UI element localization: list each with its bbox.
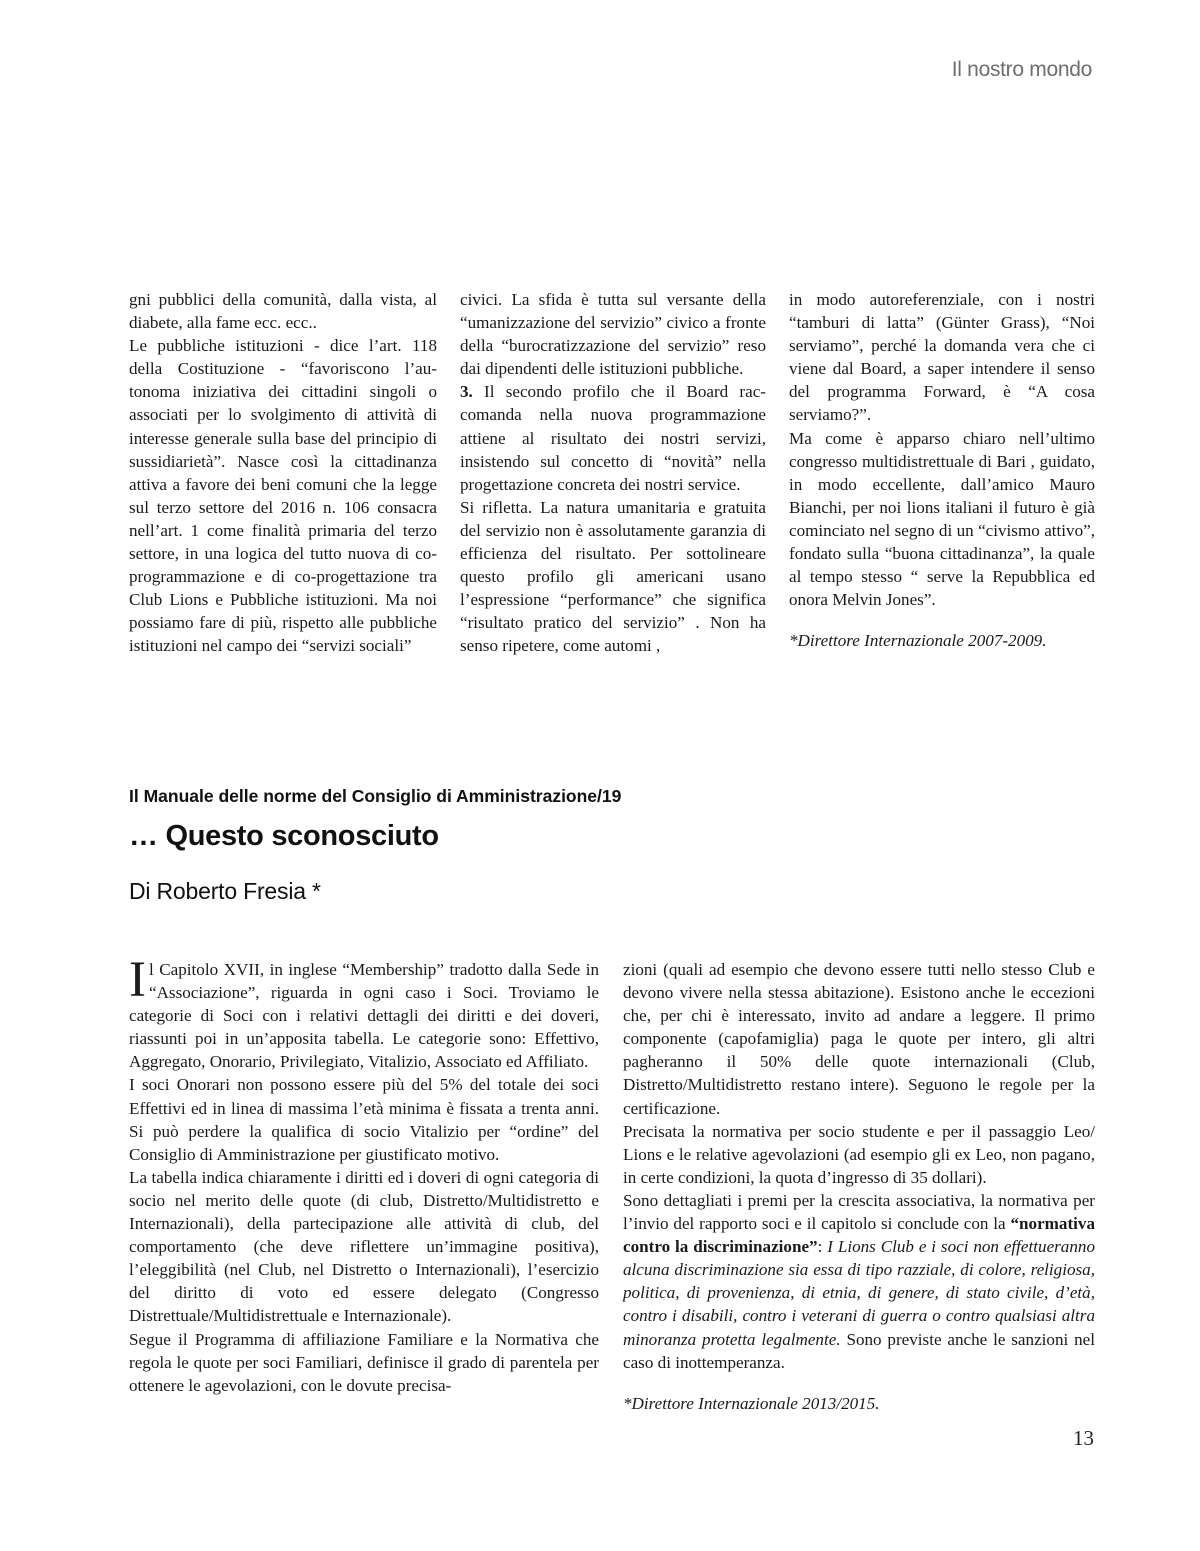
drop-cap: I <box>129 952 146 1008</box>
paragraph-text: Il secondo profilo che il Board raccomanda nella nuova programmazione attiene al risultato dei nostri servizi, insistendo sul concetto di “novità” nella progettazione concreta dei nostri service. <box>460 382 766 494</box>
paragraph-text: Sono previste anche le sanzioni nel caso di inottemperanza. <box>623 1329 1095 1372</box>
paragraph-text: : <box>817 1237 828 1257</box>
top-article-column-1 <box>129 288 437 658</box>
paragraph: La tabella indica chiaramente i diritti ed i doveri di ogni categoria di socio nel merito delle quote (di club, Distretto/Multidistretto e Internazionali), della partecipazione alle attività di club, del comportamento (che deve riflettere un’immagine positiva), l’eleggibilità (nel Club, nel Distretto o Internazionali), l’esercizio del diritto di voto ed essere delegato (Congresso Distrettuale/Multidistrettuale e Internazionale). <box>129 1167 599 1326</box>
paragraph: Si rifletta. La natura umanitaria e gratuita del servizio non è assolutamente garanzia di efficienza del risultato. Per sottolineare questo profilo gli americani usano l’espressione “performance” che significa “risultato pratico del servizio” . Non ha senso ripetere, come automi , <box>460 497 766 656</box>
author-footnote: *Direttore Internazionale 2007-2009. <box>789 631 1047 651</box>
paragraph: civici. La sfida è tutta sul versante della “umanizzazione del servizio” civico a fronte della “burocratizzazione del servizio” reso dai dipendenti delle istituzioni pubbliche. <box>460 290 766 379</box>
paragraph: Segue il Programma di affiliazione Familiare e la Normativa che regola le quote per soci Familiari, definisce il grado di parentela per ottenere le agevolazioni, con le dovute precisa- <box>129 1329 599 1395</box>
italic-quote: I Lions Club e i soci non effettueranno alcuna discriminazione sia essa di tipo razziale, di colore, religiosa, politica, di provenienza, di etnia, di genere, di stato civile, d’età, contro i disabili, contro i veterani di guerra o contro qualsiasi altra minoranza protetta legalmente. <box>623 1237 1095 1349</box>
author-footnote: *Direttore Internazionale 2013/2015. <box>623 1393 880 1413</box>
paragraph-text: l Capitolo XVII, in inglese “Membership” tradotto dalla Sede in “Associazione”, riguarda in ogni caso i Soci. Troviamo le categorie di Soci con i relativi dettagli dei diritti e dei doveri, riassunti poi in un’apposita tabella. Le categorie sono: Effettivo, Aggregato, Onorario, Privilegiato, Vitalizio, Associato ed Affiliato. <box>129 960 599 1072</box>
page-number: 13 <box>1073 1426 1094 1450</box>
top-article-column-2 <box>460 288 766 658</box>
paragraph: gni pubblici della comunità, dalla vista, al diabete, alla fame ecc. ecc.. <box>129 290 437 333</box>
paragraph <box>623 1189 1095 1374</box>
paragraph: Ma come è apparso chiaro nell’ultimo congresso multidistrettuale di Bari , guidato, in modo eccellente, dall’amico Mauro Bianchi, per noi lions italiani il futuro è già cominciato nel segno di un “civismo attivo”, fondato sulla “buona cittadinanza”, la quale al tempo stesso “ serve la Repubblica ed onora Melvin Jones”. <box>789 428 1095 610</box>
paragraph: I soci Onorari non possono essere più del 5% del totale dei soci Effettivi ed in linea di massima l’età minima è fissata a trenta anni. Si può perdere la qualifica di socio Vitalizio per “ordine” del Consiglio di Amministrazione per giustificato motivo. <box>129 1075 599 1164</box>
top-article-column-3 <box>789 288 1095 652</box>
series-title: Il Manuale delle norme del Consiglio di Amministrazione/19 <box>129 786 622 806</box>
paragraph-text: Sono dettagliati i premi per la crescita associativa, la normativa per l’invio del rapporto soci e il capitolo si conclude con la <box>623 1190 1095 1234</box>
paragraph: Precisata la normativa per socio studente e per il passaggio Leo/ Lions e le relative agevolazioni (ad esempio gli ex Leo, non pagano, in certe condizioni, la quota d’ingresso di 35 dollari). <box>623 1121 1095 1187</box>
list-number: 3. <box>460 382 473 402</box>
article-column-2 <box>623 958 1095 1415</box>
article-column-1 <box>129 952 599 1397</box>
paragraph: Le pubbliche istituzioni - dice l’art. 118 della Costituzione - “favoriscono l’autonoma iniziativa dei cittadini singoli o associati per lo svolgimento di attività di interesse generale sulla base del principio di sussidiarietà”. Nasce così la cittadinanza attiva a favore dei beni comuni che la legge sul terzo settore del 2016 n. 106 consacra nell’art. 1 come finalità primaria del terzo settore, in una logica del tutto nuova di co-programmazione e di co-progettazione tra Club Lions e Pubbliche istituzioni. Ma noi possiamo fare di più, rispetto alle pubbliche istituzioni nel campo dei “servizi sociali” <box>129 336 437 656</box>
article-headline: … Questo sconosciuto <box>129 820 439 852</box>
paragraph: zioni (quali ad esempio che devono essere tutti nello stesso Club e devono vivere nella stessa abitazione). Esistono anche le eccezioni che, per chi è interessato, invito ad andare a leggere. Il primo componente (capofamiglia) paga le quote per intero, gli altri pagheranno il 50% delle quote internazionali (Club, Distretto/Multidistretto restano intere). Seguono le regole per la certificazione. <box>623 960 1095 1118</box>
article-byline: Di Roberto Fresia * <box>129 878 321 904</box>
paragraph: in modo autoreferenziale, con i nostri “tamburi di latta” (Günter Grass), “Noi serviamo”, perché la domanda vera che ci viene dal Board, a saper intendere il senso del programma Forward, è “A cosa serviamo?”. <box>789 290 1095 425</box>
bold-phrase: “normativa contro la discriminazione” <box>623 1214 1095 1257</box>
section-label: Il nostro mondo <box>951 58 1092 81</box>
paragraph <box>460 380 766 495</box>
paragraph <box>129 952 599 1073</box>
